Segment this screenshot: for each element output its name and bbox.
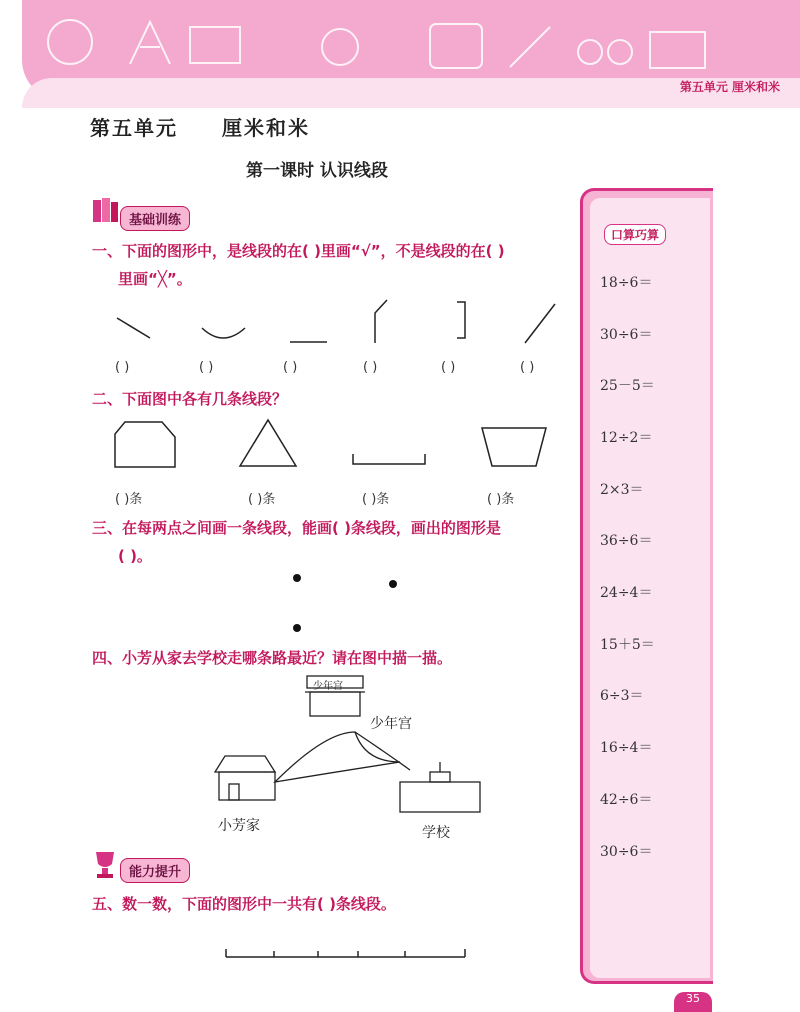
question-3-cont: ( )。 <box>118 547 152 565</box>
q1-figures <box>105 298 575 358</box>
calc-item-5: 2×3＝ <box>600 482 644 498</box>
q1-answer-2[interactable]: ( ) <box>199 360 214 375</box>
figure-pentagon <box>115 422 175 467</box>
calc-item-10: 16÷4＝ <box>600 740 653 756</box>
palace-building-icon <box>310 692 360 716</box>
q2-answer-1[interactable]: ( )条 <box>115 492 143 507</box>
calc-item-6: 36÷6＝ <box>600 533 653 549</box>
school-label: 学校 <box>422 825 450 841</box>
calc-item-8: 15＋5＝ <box>600 637 655 653</box>
figure-broken-d <box>375 300 387 343</box>
lesson-title: 第一课时 认识线段 <box>246 161 388 181</box>
calc-item-7: 24÷4＝ <box>600 585 653 601</box>
page-number: 35 <box>674 992 712 1012</box>
calc-item-12: 30÷6＝ <box>600 844 653 860</box>
open-book-icon <box>650 32 705 68</box>
question-1-cont: 里画“╳”。 <box>118 270 192 288</box>
figure-arc-b <box>202 328 245 338</box>
house-roof-icon <box>215 756 275 772</box>
school-building-icon <box>400 782 480 812</box>
q5-segment-figure <box>220 945 470 965</box>
calc-item-1: 18÷6＝ <box>600 275 653 291</box>
calc-item-2: 30÷6＝ <box>600 327 653 343</box>
alarm-clock-icon <box>322 29 358 65</box>
figure-bracket-line <box>353 454 425 464</box>
figure-triangle <box>240 420 296 466</box>
section-badge-basic: 基础训练 <box>120 206 190 231</box>
q1-answer-6[interactable]: ( ) <box>520 360 535 375</box>
calc-item-3: 25－5＝ <box>600 378 655 394</box>
routes-icon <box>275 732 400 782</box>
globe-icon <box>48 20 92 64</box>
compass-icon <box>130 22 170 64</box>
question-3: 三、在每两点之间画一条线段，能画( )条线段，画出的图形是 <box>92 519 501 537</box>
figure-trapezoid <box>482 428 546 466</box>
q1-answer-1[interactable]: ( ) <box>115 360 130 375</box>
q3-points <box>285 570 405 640</box>
books-icon <box>90 196 120 226</box>
unit-title: 第五单元 <box>90 116 178 140</box>
q2-answer-3[interactable]: ( )条 <box>362 492 390 507</box>
point-a <box>293 574 301 582</box>
question-5: 五、数一数，下面的图形中一共有( )条线段。 <box>92 895 396 913</box>
calc-item-11: 42÷6＝ <box>600 792 653 808</box>
question-4: 四、小芳从家去学校走哪条路最近？请在图中描一描。 <box>92 649 453 667</box>
question-1: 一、下面的图形中，是线段的在( )里画“√”，不是线段的在( ) <box>92 242 505 260</box>
q2-figures <box>100 412 570 472</box>
section-badge-advanced: 能力提升 <box>120 858 190 883</box>
glasses-icon <box>578 40 602 64</box>
header-decoration-icons <box>40 12 720 82</box>
header-label: 第五单元 厘米和米 <box>679 80 780 94</box>
house-icon <box>219 772 275 800</box>
mental-math-title: 口算巧算 <box>604 224 666 245</box>
question-2: 二、下面图中各有几条线段？ <box>92 390 288 408</box>
home-label: 小芳家 <box>218 818 260 834</box>
q2-answer-4[interactable]: ( )条 <box>487 492 515 507</box>
calc-item-9: 6÷3＝ <box>600 688 644 704</box>
figure-bracket-e <box>457 302 465 338</box>
q1-answer-4[interactable]: ( ) <box>363 360 378 375</box>
point-c <box>293 624 301 632</box>
palace-sign-label: 少年宫 <box>313 681 343 692</box>
q4-map <box>205 672 495 832</box>
trophy-icon <box>90 848 120 880</box>
q1-answer-3[interactable]: ( ) <box>283 360 298 375</box>
figure-segment-a <box>117 318 150 338</box>
figure-segment-f <box>525 304 555 343</box>
q2-answer-2[interactable]: ( )条 <box>248 492 276 507</box>
backpack-icon <box>430 24 482 68</box>
palace-label: 少年宫 <box>370 716 412 732</box>
pencil-icon <box>510 27 550 67</box>
calc-item-4: 12÷2＝ <box>600 430 653 446</box>
book-icon <box>190 27 240 63</box>
unit-topic: 厘米和米 <box>222 116 310 140</box>
q1-answer-5[interactable]: ( ) <box>441 360 456 375</box>
point-b <box>389 580 397 588</box>
